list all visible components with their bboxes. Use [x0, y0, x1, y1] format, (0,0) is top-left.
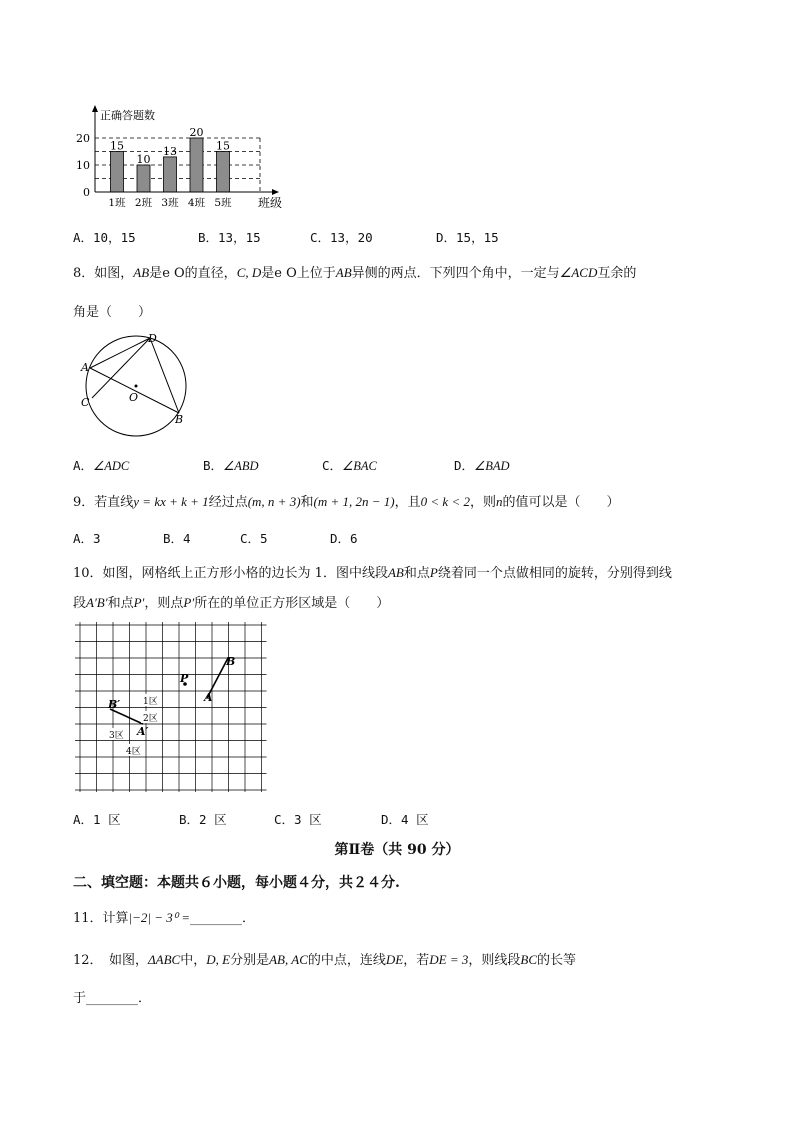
label-a: A — [81, 361, 89, 374]
chart-data-label: 15 — [216, 139, 230, 153]
q9-option-c: C．5 — [240, 531, 268, 546]
zone-3-label: 3区 — [109, 731, 124, 741]
chart-x-arrow — [272, 189, 279, 195]
segment-cd — [92, 338, 150, 398]
grid-lines — [75, 622, 267, 792]
chart-category-label: 2班 — [134, 197, 153, 209]
chart-ylabel: 正确答题数 — [100, 109, 155, 122]
q9-option-d: D．6 — [330, 531, 358, 546]
chart-xlabel: 班级 — [258, 196, 283, 210]
q7-option-a: A．10，15 — [73, 230, 136, 245]
q8-stem: 8．如图，AB是e O的直径，C, D是e O上位于AB异侧的两点．下列四个角中，一定与∠ACD互余的 — [73, 265, 637, 281]
q10-option-d: D．4 区 — [381, 812, 429, 827]
q10-stem-line2: 段A′B′和点P′，则点P′所在的单位正方形区域是（ ） — [73, 595, 390, 611]
chart-y-arrow — [92, 105, 98, 112]
q7-option-c: C．13，20 — [310, 230, 373, 245]
q10-option-a: A．1 区 — [73, 812, 121, 827]
q9-stem: 9．若直线y = kx + k + 1经过点(m, n + 3)和(m + 1, 2n − 1)，且0 < k < 2，则n的值可以是（ ） — [73, 494, 620, 510]
label-p: P — [180, 672, 189, 685]
chart-data-label: 13 — [163, 144, 177, 158]
q8-stem-line2: 角是（ ） — [73, 305, 152, 320]
q11-stem: 11．计算|−2| − 3⁰ =________． — [73, 910, 255, 926]
circle-figure — [78, 330, 193, 442]
q8-option-d: D．∠BAD — [454, 458, 510, 473]
grid-figure — [75, 622, 270, 792]
section2-heading: 二、填空题：本题共６小题，每小题４分，共２４分. — [73, 875, 400, 891]
chart-bar — [137, 165, 150, 192]
chart-category-label: 5班 — [214, 197, 232, 209]
chart-category-label: 1班 — [108, 197, 126, 209]
label-b: B — [175, 413, 184, 426]
chart-ytick: 20 — [76, 132, 90, 145]
chart-bar — [164, 157, 177, 192]
chart-data-label: 10 — [136, 153, 151, 166]
q8-option-c: C．∠BAC — [322, 458, 377, 473]
center-point — [135, 385, 138, 388]
part2-title: 第Ⅱ卷（共 90 分） — [334, 842, 460, 858]
bar-chart — [70, 100, 300, 215]
q10-option-c: C．3 区 — [274, 812, 322, 827]
q8-option-a: A．∠ADC — [73, 458, 130, 473]
q9-option-a: A．3 — [73, 531, 101, 546]
segment-a-prime-b-prime — [110, 709, 143, 724]
label-a-prime: A′ — [137, 725, 149, 738]
chart-category-label: 4班 — [187, 197, 206, 209]
label-d: D — [148, 332, 157, 345]
chart-category-label: 3班 — [161, 197, 179, 209]
chart-ytick: 10 — [76, 159, 90, 172]
q10-option-b: B．2 区 — [179, 812, 227, 827]
zone-1-label: 1区 — [143, 697, 158, 707]
chart-ytick: 0 — [83, 186, 90, 199]
q7-option-d: D．15，15 — [436, 230, 499, 245]
label-o: O — [129, 391, 139, 404]
q9-option-b: B．4 — [163, 531, 191, 546]
q8-option-b: B．∠ABD — [203, 458, 259, 473]
q12-stem-line2: 于________． — [73, 991, 152, 1006]
label-b-prime: B′ — [108, 698, 121, 711]
zone-2-label: 2区 — [143, 714, 158, 724]
segment-db — [150, 338, 179, 413]
q7-option-b: B．13，15 — [198, 230, 261, 245]
zone-4-label: 4区 — [126, 747, 141, 757]
label-c: C — [81, 396, 90, 409]
q10-stem: 10．如图，网格纸上正方形小格的边长为 1．图中线段AB和点P绕着同一个点做相同的旋转，分别得到线 — [73, 565, 672, 581]
label-a: A — [204, 691, 213, 704]
chart-bar — [217, 152, 230, 193]
label-b: B — [226, 655, 236, 668]
chart-data-label: 15 — [110, 139, 124, 153]
chart-bar — [190, 138, 203, 192]
chart-data-label: 20 — [189, 126, 204, 139]
q12-stem: 12． 如图，ΔABC中，D, E分别是AB, AC的中点，连线DE，若DE = 3，则线段BC的长等 — [73, 952, 577, 968]
chart-bar — [111, 152, 124, 193]
